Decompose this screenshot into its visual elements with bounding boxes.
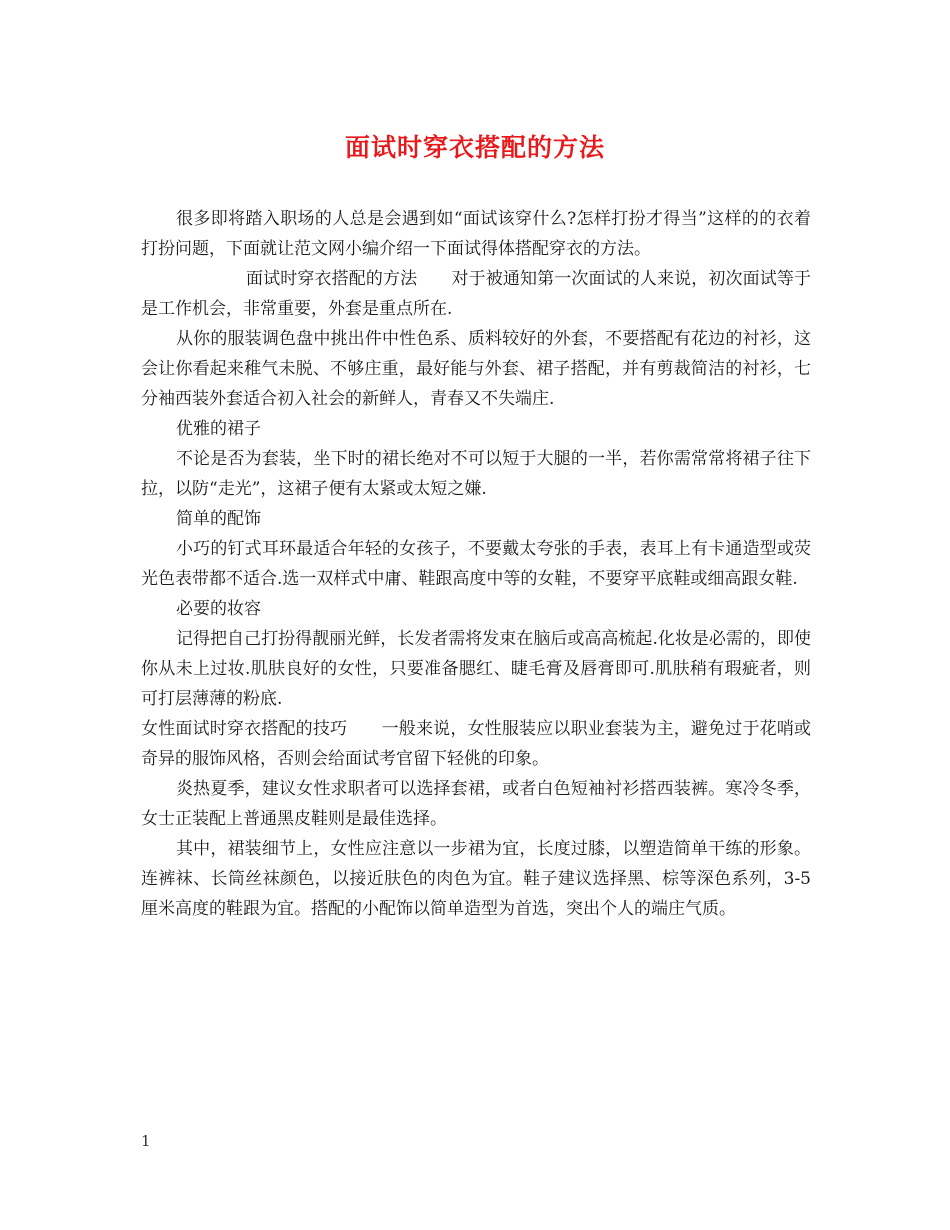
document-title: 面试时穿衣搭配的方法	[344, 133, 605, 162]
paragraph-accessories: 小巧的钉式耳环最适合年轻的女孩子，不要戴太夸张的手表，表耳上有卡通造型或荧光色表带都不适合.选一双样式中庸、鞋跟高度中等的女鞋，不要穿平底鞋或细高跟女鞋.	[141, 539, 811, 589]
subheading-makeup: 必要的妆容	[176, 599, 261, 619]
subheading-accessories: 简单的配饰	[176, 509, 261, 529]
paragraph-jacket: 从你的服装调色盘中挑出件中性色系、质料较好的外套，不要搭配有花边的衬衫，这会让你看起来稚气未脱、不够庄重，最好能与外套、裙子搭配，并有剪裁简洁的衬衫，七分袖西装外套适合初入社会的新鲜人，青春又不失端庄.	[141, 329, 811, 409]
paragraph-skirt: 不论是否为套装，坐下时的裙长绝对不可以短于大腿的一半，若你需常常将裙子往下拉，以防“走光”，这裙子便有太紧或太短之嫌.	[141, 449, 811, 499]
subheading-skirt: 优雅的裙子	[176, 419, 261, 439]
document-body	[141, 204, 811, 924]
paragraph-seasons: 炎热夏季，建议女性求职者可以选择套裙，或者白色短袖衬衫搭西装裤。寒冷冬季，女士正装配上普通黑皮鞋则是最佳选择。	[141, 779, 811, 829]
paragraph-method-heading: 面试时穿衣搭配的方法 对于被通知第一次面试的人来说，初次面试等于是工作机会，非常重要，外套是重点所在.	[141, 269, 811, 319]
paragraph-details: 其中，裙装细节上，女性应注意以一步裙为宜，长度过膝，以塑造简单干练的形象。连裤袜、长筒丝袜颜色，以接近肤色的肉色为宜。鞋子建议选择黑、棕等深色系列，3-5厘米高度的鞋跟为宜。搭配的小配饰以简单造型为首选，突出个人的端庄气质。	[141, 839, 811, 919]
paragraph-women-tips: 女性面试时穿衣搭配的技巧 一般来说，女性服装应以职业套装为主，避免过于花哨或奇异的服饰风格，否则会给面试考官留下轻佻的印象。	[141, 719, 811, 769]
page-number: 1	[141, 1132, 151, 1150]
paragraph-makeup: 记得把自己打扮得靓丽光鲜，长发者需将发束在脑后或高高梳起.化妆是必需的，即使你从未上过妆.肌肤良好的女性，只要准备腮红、睫毛膏及唇膏即可.肌肤稍有瑕疵者，则可打层薄薄的粉底.	[141, 629, 811, 709]
paragraph-intro: 很多即将踏入职场的人总是会遇到如“面试该穿什么?怎样打扮才得当”这样的的衣着打扮问题，下面就让范文网小编介绍一下面试得体搭配穿衣的方法。	[141, 209, 811, 259]
